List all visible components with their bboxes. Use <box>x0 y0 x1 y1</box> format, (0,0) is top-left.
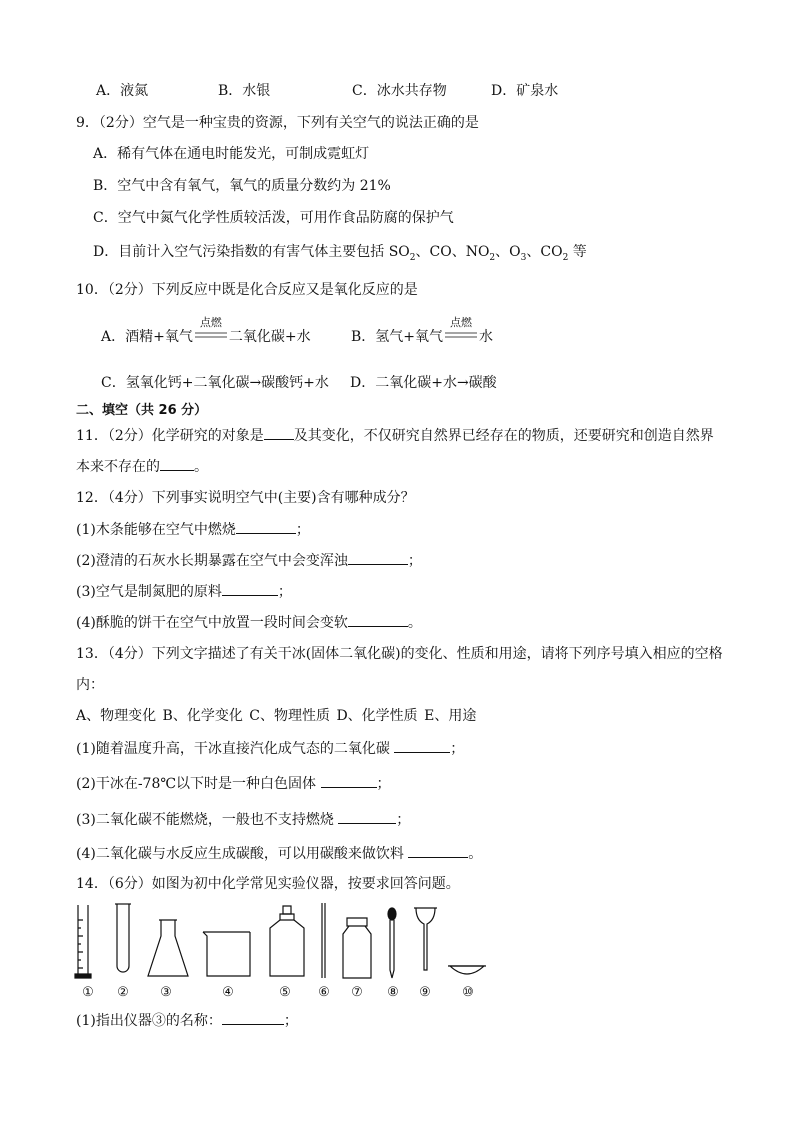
q9-option-a: A．稀有气体在通电时能发光，可制成霓虹灯 <box>93 146 370 162</box>
q13-blank-1[interactable] <box>394 738 450 753</box>
q11-line1: 11．（2分）化学研究的对象是 及其变化，不仅研究自然界已经存在的物质，还要研究和创造自然界 <box>76 425 714 446</box>
q11-blank-1[interactable] <box>264 425 294 440</box>
q13-stem-cont: 内： <box>76 677 104 693</box>
evaporating-dish-icon <box>448 966 486 974</box>
equip-label-5: ⑤ <box>279 985 291 1000</box>
q9-option-d-text: D．目前计入空气污染指数的有害气体主要包括 <box>93 244 389 260</box>
q9-stem: 9．（2分）空气是一种宝贵的资源，下列有关空气的说法正确的是 <box>76 115 479 131</box>
q9-option-b: B．空气中含有氧气，氧气的质量分数约为 21% <box>93 178 391 194</box>
q12-stem: 12．（4分）下列事实说明空气中(主要)含有哪种成分？ <box>76 490 415 506</box>
q13-item-4: (4)二氧化碳与水反应生成碳酸，可以用碳酸来做饮料 。 <box>76 843 482 864</box>
equip-label-3: ③ <box>160 985 172 1000</box>
q10-option-d: D．二氧化碳+水→碳酸 <box>350 375 497 391</box>
q11-line2: 本来不存在的 。 <box>76 456 208 477</box>
equip-label-1: ① <box>82 985 94 1000</box>
equip-label-4: ④ <box>222 985 234 1000</box>
glass-rod-icon <box>322 903 325 978</box>
reaction-arrow-b: 点燃 <box>443 327 479 347</box>
q8-option-c: C．冰水共存物 <box>352 83 447 99</box>
q13-item-3: (3)二氧化碳不能燃烧，一般也不支持燃烧 ； <box>76 809 410 830</box>
q13-blank-4[interactable] <box>408 843 468 858</box>
q12-blank-2[interactable] <box>348 550 408 565</box>
conical-flask-icon <box>148 920 188 976</box>
q13-options: A、物理变化 B、化学变化 C、物理性质 D、化学性质 E、用途 <box>76 708 477 724</box>
q13-item-2: (2)干冰在-78℃以下时是一种白色固体 ； <box>76 773 391 794</box>
q12-blank-4[interactable] <box>348 612 408 627</box>
q8-option-d: D．矿泉水 <box>491 83 559 99</box>
funnel-icon <box>414 908 437 970</box>
equip-label-7: ⑦ <box>351 985 363 1000</box>
equip-label-10: ⑩ <box>462 985 474 1000</box>
dropper-icon <box>388 908 396 978</box>
q12-item-1: (1)木条能够在空气中燃烧 ； <box>76 519 310 540</box>
q13-stem: 13．（4分）下列文字描述了有关干冰(固体二氧化碳)的变化、性质和用途，请将下列序号填入相应的空格 <box>76 646 723 662</box>
q14-sub-1: (1)指出仪器③的名称： ； <box>76 1010 298 1031</box>
equip-label-6: ⑥ <box>318 985 330 1000</box>
q11-blank-2[interactable] <box>160 456 194 471</box>
q10-option-a: A．酒精+氧气 点燃 二氧化碳+水 <box>101 316 311 345</box>
q14-blank-1[interactable] <box>222 1010 284 1025</box>
beaker-icon <box>203 932 250 976</box>
test-tube-icon <box>115 904 131 972</box>
q8-option-a: A．液氮 <box>96 83 149 99</box>
q12-item-2: (2)澄清的石灰水长期暴露在空气中会变浑浊 ； <box>76 550 422 571</box>
q10-option-c: C．氢氧化钙+二氧化碳→碳酸钙+水 <box>101 375 329 391</box>
equip-label-9: ⑨ <box>419 985 431 1000</box>
section-heading: 二、填空（共 26 分） <box>76 403 208 418</box>
q12-blank-1[interactable] <box>236 519 296 534</box>
reagent-bottle-icon <box>270 906 304 976</box>
equip-label-8: ⑧ <box>387 985 399 1000</box>
q12-blank-3[interactable] <box>222 581 278 596</box>
q14-stem: 14．（6分）如图为初中化学常见实验仪器，按要求回答问题。 <box>76 876 460 892</box>
graduated-cylinder-icon <box>75 905 91 978</box>
q10-option-b: B．氢气+氧气 点燃 水 <box>351 316 494 345</box>
q13-blank-2[interactable] <box>321 773 377 788</box>
q9-option-d: D．目前计入空气污染指数的有害气体主要包括 $SO_2$、CO、$NO_2$、$O_3$、$CO_2$ 等 <box>93 244 587 263</box>
q10-stem: 10．（2分）下列反应中既是化合反应又是氧化反应的是 <box>76 282 418 298</box>
q12-item-4: (4)酥脆的饼干在空气中放置一段时间会变软 。 <box>76 612 422 633</box>
equip-label-2: ② <box>117 985 129 1000</box>
q8-option-b: B．水银 <box>218 83 271 99</box>
reaction-arrow-a: 点燃 <box>193 327 229 347</box>
q13-item-1: (1)随着温度升高，干冰直接汽化成气态的二氧化碳 ； <box>76 738 464 759</box>
q13-blank-3[interactable] <box>338 809 396 824</box>
q9-option-c: C．空气中氮气化学性质较活泼，可用作食品防腐的保护气 <box>93 210 454 226</box>
wide-mouth-bottle-icon <box>343 918 371 978</box>
lab-equipment-figure <box>70 900 510 985</box>
q12-item-3: (3)空气是制氮肥的原料 ； <box>76 581 292 602</box>
